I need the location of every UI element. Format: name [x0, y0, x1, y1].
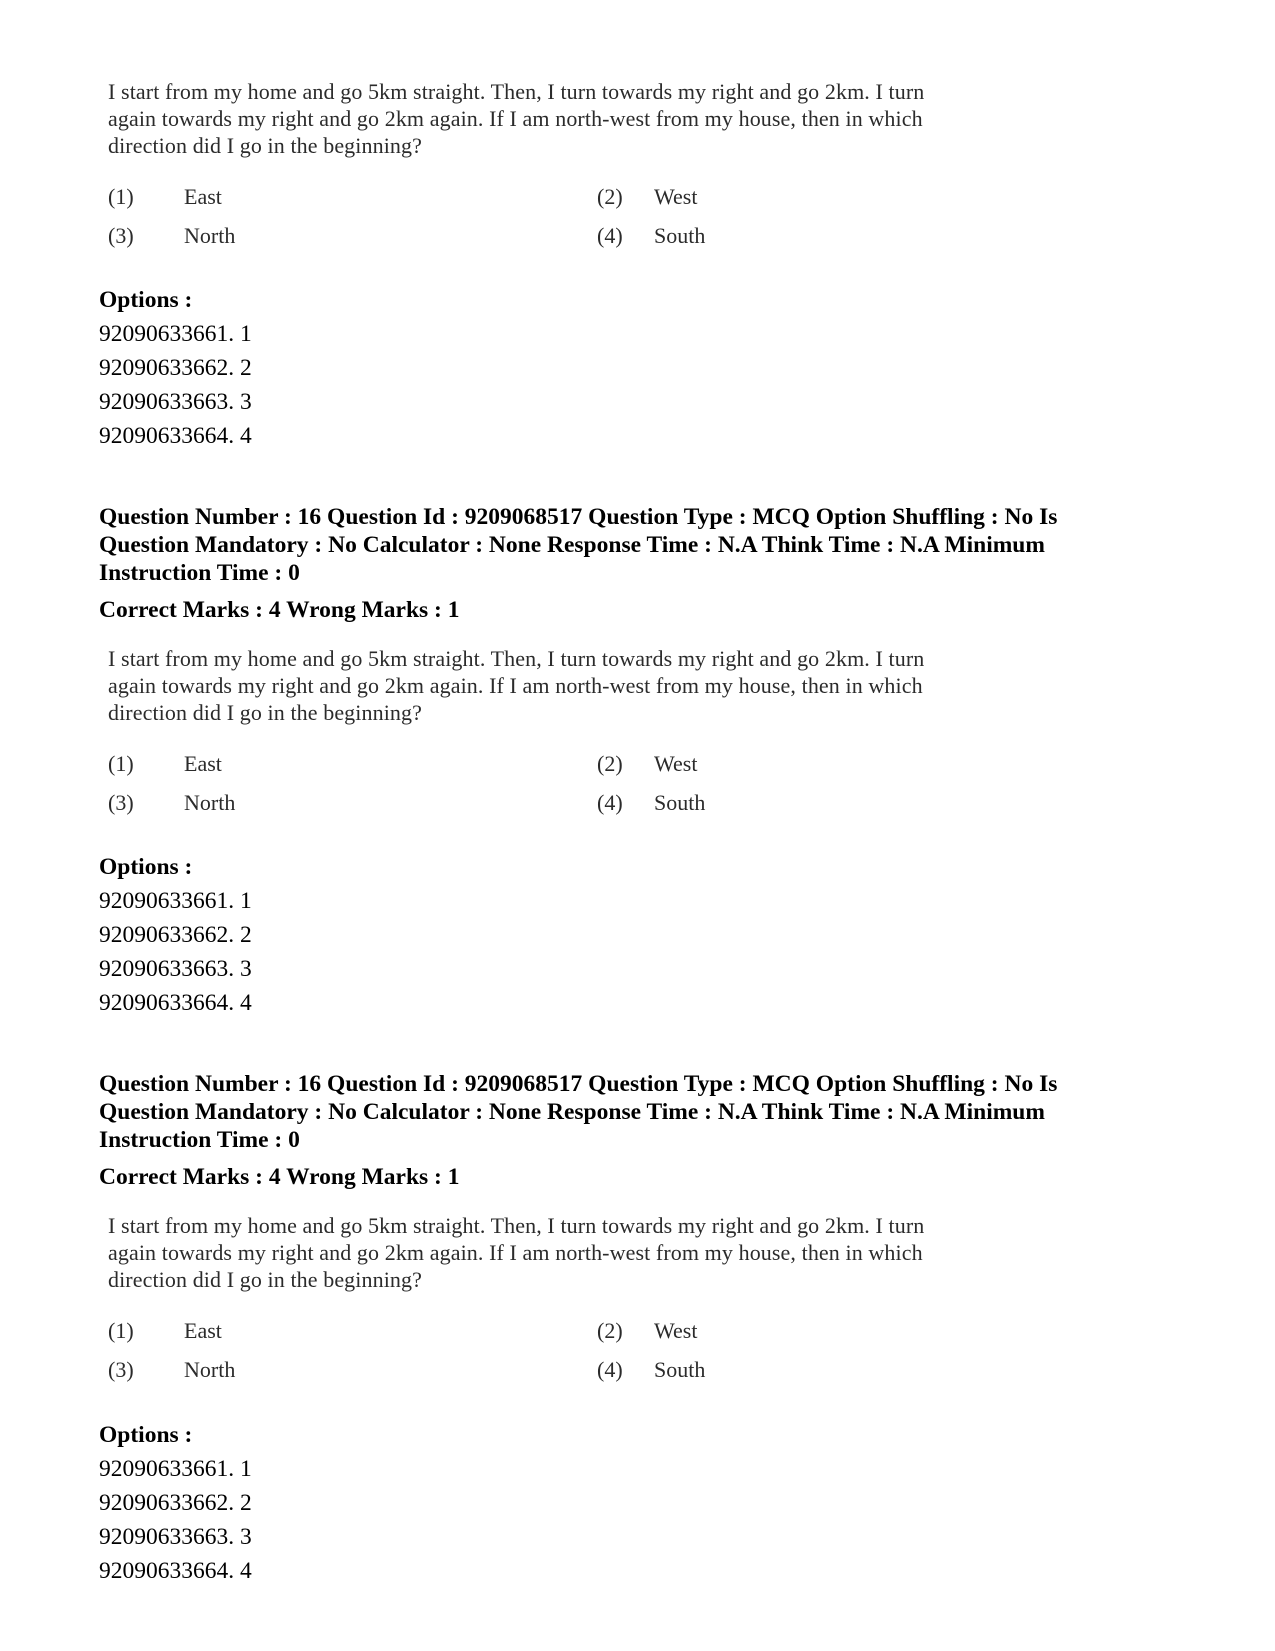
option-line: 92090633664. 4 [99, 990, 252, 1016]
choice-number: (3) [108, 1357, 134, 1382]
option-line: 92090633663. 3 [99, 1524, 252, 1550]
choice-label: North [184, 1357, 236, 1382]
marks-line: Correct Marks : 4 Wrong Marks : 1 [99, 597, 460, 623]
option-line: 92090633662. 2 [99, 355, 252, 381]
option-line: 92090633663. 3 [99, 389, 252, 415]
question-line: again towards my right and go 2km again. If I am north-west from my house, then in which [108, 673, 923, 698]
choice-label: South [654, 1357, 706, 1382]
question-text [108, 1212, 1118, 1293]
header-line: Question Number : 16 Question Id : 9209068517 Question Type : MCQ Option Shuffling : No Is [99, 504, 1058, 530]
option-line: 92090633663. 3 [99, 956, 252, 982]
question-text [108, 645, 1118, 726]
option-line: 92090633661. 1 [99, 888, 252, 914]
question-line: again towards my right and go 2km again. If I am north-west from my house, then in which [108, 106, 923, 131]
choice-label: South [654, 223, 706, 248]
choice-number: (3) [108, 223, 134, 248]
question-line: direction did I go in the beginning? [108, 133, 422, 158]
options-title: Options : [99, 1422, 193, 1448]
choice-number: (1) [108, 184, 134, 209]
choice-label: North [184, 223, 236, 248]
header-line: Instruction Time : 0 [99, 560, 300, 586]
choice-number: (4) [597, 790, 623, 815]
question-line: again towards my right and go 2km again. If I am north-west from my house, then in which [108, 1240, 923, 1265]
option-line: 92090633664. 4 [99, 423, 252, 449]
option-line: 92090633661. 1 [99, 1456, 252, 1482]
choice-label: West [654, 184, 698, 209]
choice-number: (3) [108, 790, 134, 815]
choice-2 [597, 750, 697, 777]
question-text [108, 78, 1118, 159]
choice-1 [108, 750, 222, 777]
choice-3 [108, 789, 235, 816]
choice-2 [597, 1317, 697, 1344]
question-header [99, 1070, 1179, 1154]
choice-label: East [184, 751, 222, 776]
choice-label: West [654, 1318, 698, 1343]
header-line: Question Number : 16 Question Id : 9209068517 Question Type : MCQ Option Shuffling : No Is [99, 1071, 1058, 1097]
option-line: 92090633662. 2 [99, 922, 252, 948]
choice-label: East [184, 1318, 222, 1343]
option-line: 92090633662. 2 [99, 1490, 252, 1516]
choice-4 [597, 789, 705, 816]
choice-number: (4) [597, 223, 623, 248]
question-header [99, 503, 1179, 587]
choice-label: South [654, 790, 706, 815]
choice-3 [108, 1356, 235, 1383]
question-line: direction did I go in the beginning? [108, 700, 422, 725]
options-title: Options : [99, 287, 193, 313]
choice-number: (2) [597, 1318, 623, 1343]
question-line: direction did I go in the beginning? [108, 1267, 422, 1292]
choice-3 [108, 222, 235, 249]
choice-number: (4) [597, 1357, 623, 1382]
question-line: I start from my home and go 5km straight. Then, I turn towards my right and go 2km. I turn [108, 646, 925, 671]
choice-1 [108, 183, 222, 210]
choice-4 [597, 1356, 705, 1383]
option-line: 92090633661. 1 [99, 321, 252, 347]
choice-number: (2) [597, 751, 623, 776]
options-title: Options : [99, 854, 193, 880]
marks-line: Correct Marks : 4 Wrong Marks : 1 [99, 1164, 460, 1190]
choice-4 [597, 222, 705, 249]
choice-number: (2) [597, 184, 623, 209]
choice-label: West [654, 751, 698, 776]
header-line: Question Mandatory : No Calculator : None Response Time : N.A Think Time : N.A Minimum [99, 1099, 1045, 1125]
choice-1 [108, 1317, 222, 1344]
choice-label: North [184, 790, 236, 815]
question-line: I start from my home and go 5km straight. Then, I turn towards my right and go 2km. I turn [108, 79, 925, 104]
option-line: 92090633664. 4 [99, 1558, 252, 1584]
question-line: I start from my home and go 5km straight. Then, I turn towards my right and go 2km. I turn [108, 1213, 925, 1238]
header-line: Question Mandatory : No Calculator : None Response Time : N.A Think Time : N.A Minimum [99, 532, 1045, 558]
header-line: Instruction Time : 0 [99, 1127, 300, 1153]
choice-2 [597, 183, 697, 210]
choice-number: (1) [108, 751, 134, 776]
choice-number: (1) [108, 1318, 134, 1343]
choice-label: East [184, 184, 222, 209]
